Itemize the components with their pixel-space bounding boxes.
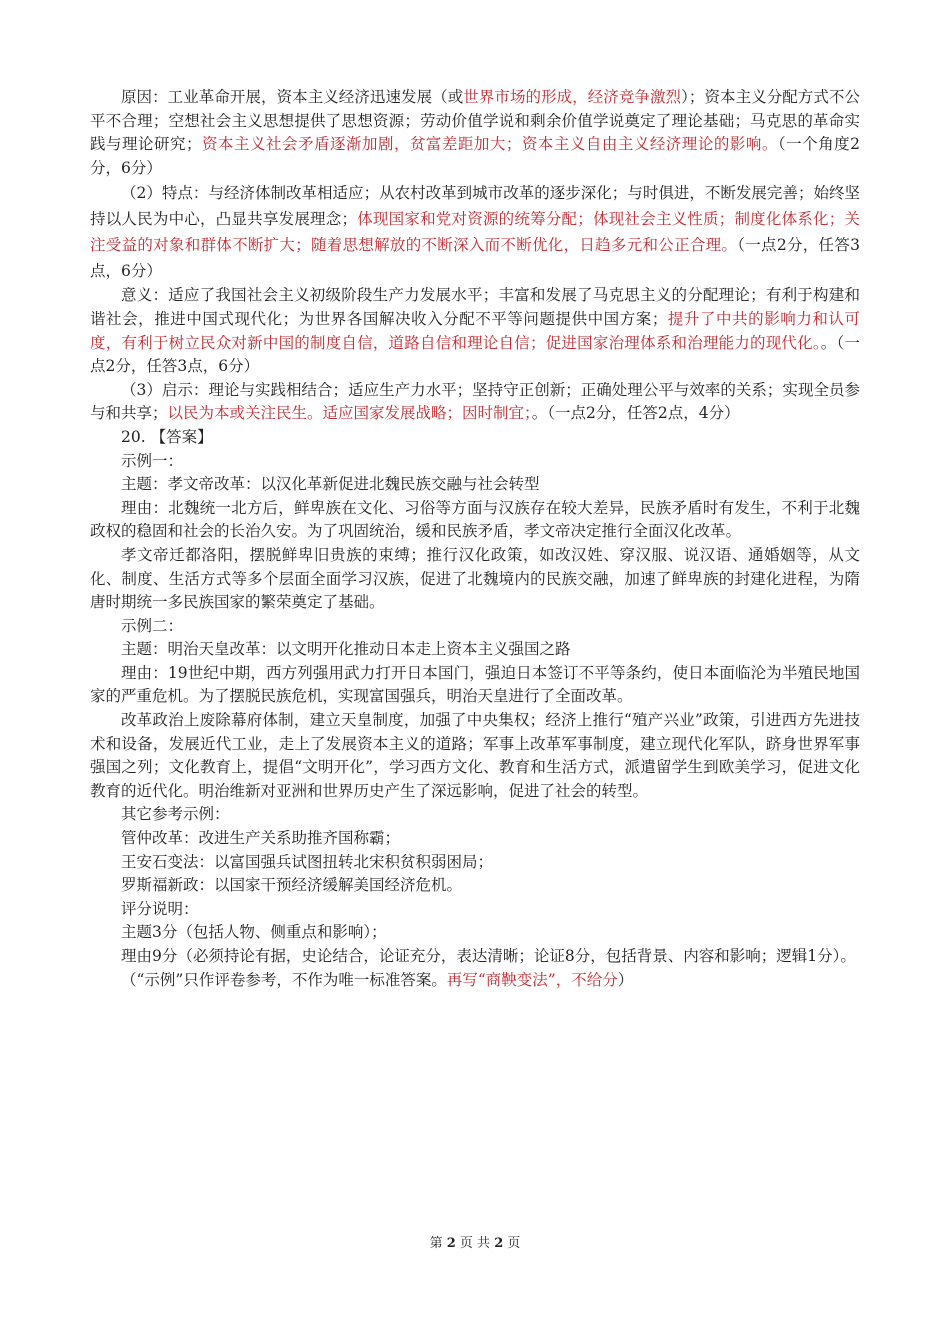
paragraph-significance	[90, 284, 860, 378]
lessons-text: （3）启示：理论与实践相结合；适应生产力水平；坚持守正创新；正确处理公平与效率的关系；实现全员参与和共享；	[90, 380, 860, 423]
footer-suffix: 页	[507, 1236, 521, 1251]
example-1-reason-detail: 孝文帝迁都洛阳，摆脱鲜卑旧贵族的束缚；推行汉化政策，如改汉姓、穿汉服、说汉语、通婚姻等，从文化、制度、生活方式等多个层面全面学习汉族，促进了北魏境内的民族交融，加速了鲜卑族的封建化进程，为隋唐时期统一多民族国家的繁荣奠定了基础。	[90, 545, 860, 612]
example-2-reason-detail: 改革政治上废除幕府体制，建立天皇制度，加强了中央集权；经济上推行“殖产兴业”政策，引进西方先进技术和设备，发展近代工业，走上了发展资本主义的道路；军事上改革军事制度，建立现代化军队，跻身世界军事强国之列；文化教育上，提倡“文明开化”，学习西方文化、教育和生活方式，派遣留学生到欧美学习，促进文化教育的近代化。明治维新对亚洲和世界历史产生了深远影响，促进了社会的转型。	[90, 711, 860, 800]
reasons-text: 原因：工业革命开展，资本主义经济迅速发展（或	[121, 88, 464, 106]
scoring-label: 评分说明：	[121, 899, 199, 918]
scoring-note-end: ）	[617, 970, 634, 989]
example-1-reason: 理由：北魏统一北方后，鲜卑族在文化、习俗等方面与汉族存在较大差异，民族矛盾时有发生，不利于北魏政权的稳固和社会的长治久安。为了巩固统治，缓和民族矛盾，孝文帝决定推行全面汉化改革。	[90, 498, 860, 541]
features-highlight: 体现国家和党对资源的统筹分配；体现社会主义性质；制度化体系化；关注受益的对象和群体不断扩大；随着思想解放的不断深入而不断优化，日趋多元和公正合理。	[90, 210, 860, 255]
scoring-theme: 主题3分（包括人物、侧重点和影响）；	[121, 923, 387, 942]
scoring-note	[90, 969, 860, 993]
reasons-highlight-2: 资本主义社会矛盾逐渐加剧，贫富差距加大；资本主义自由主义经济理论的影响。	[201, 135, 778, 154]
example-1-theme: 主题：孝文帝改革：以汉化革新促进北魏民族交融与社会转型	[121, 475, 540, 494]
other-example-item: 管仲改革：改进生产关系助推齐国称霸；	[121, 829, 401, 848]
significance-highlight: 提升了中共的影响力和认可度，有利于树立民众对新中国的制度自信，道路自信和理论自信；促进国家治理体系和治理能力的现代化。	[90, 309, 860, 352]
reasons-highlight-1: 世界市场的形成，经济竞争激烈	[463, 88, 682, 106]
significance-score: 。（一点2分，任答3点，6分）	[90, 333, 860, 376]
other-examples-label: 其它参考示例：	[121, 805, 230, 824]
answer-content	[90, 86, 860, 992]
lessons-score: 。（一点2分，任答2点，4分）	[531, 404, 740, 423]
features-score: （一点2分，任答3点，6分）	[90, 236, 860, 281]
other-example-item: 罗斯福新政：以国家干预经济缓解美国经济危机。	[121, 876, 463, 895]
paragraph-lessons	[90, 379, 860, 426]
paragraph-reasons	[90, 86, 860, 180]
example-1-label: 示例一：	[121, 451, 184, 470]
footer-middle: 页 共	[459, 1236, 491, 1251]
scoring-reason: 理由9分（必须持论有据，史论结合，论证充分，表达清晰；论证8分，包括背景、内容和影响；逻辑1分）。	[121, 947, 856, 965]
reasons-score: （一个角度2分，6分）	[90, 135, 860, 177]
reasons-text-2: ）；资本主义分配方式不公平不合理；空想社会主义思想提供了思想资源；劳动价值学说和剩余价值学说奠定了理论基础；马克思的革命实践与理论研究；	[90, 88, 860, 154]
paragraph-features	[90, 180, 860, 284]
footer-current-page: 2	[446, 1236, 456, 1251]
example-2-theme: 主题：明治天皇改革：以文明开化推动日本走上资本主义强国之路	[121, 640, 571, 659]
page-footer	[0, 1232, 950, 1251]
example-2-reason: 理由：19世纪中期，西方列强用武力打开日本国门，强迫日本签订不平等条约，使日本面临沦为半殖民地国家的严重危机。为了摆脱民族危机，实现富国强兵，明治天皇进行了全面改革。	[90, 663, 860, 706]
significance-text: 意义：适应了我国社会主义初级阶段生产力发展水平；丰富和发展了马克思主义的分配理论；有利于构建和谐社会，推进中国式现代化；为世界各国解决收入分配不平等问题提供中国方案；	[90, 286, 860, 328]
features-text: （2）特点：与经济体制改革相适应；从农村改革到城市改革的逐步深化；与时俱进，不断发展完善；始终坚持以人民为中心，凸显共享发展理念；	[90, 184, 860, 229]
lessons-highlight: 以民为本或关注民生。适应国家发展战略；因时制宜；	[167, 404, 532, 423]
example-2-label: 示例二：	[121, 616, 184, 635]
footer-prefix: 第	[429, 1236, 443, 1251]
footer-total-pages: 2	[494, 1236, 504, 1251]
scoring-note-text: （“示例”只作评卷参考，不作为唯一标准答案。	[121, 970, 447, 989]
question-20-header: 20. 【答案】	[121, 427, 213, 446]
scoring-note-highlight: 再写“商鞅变法”，不给分	[446, 970, 618, 989]
other-example-item: 王安石变法：以富国强兵试图扭转北宋积贫积弱困局；	[121, 852, 494, 871]
